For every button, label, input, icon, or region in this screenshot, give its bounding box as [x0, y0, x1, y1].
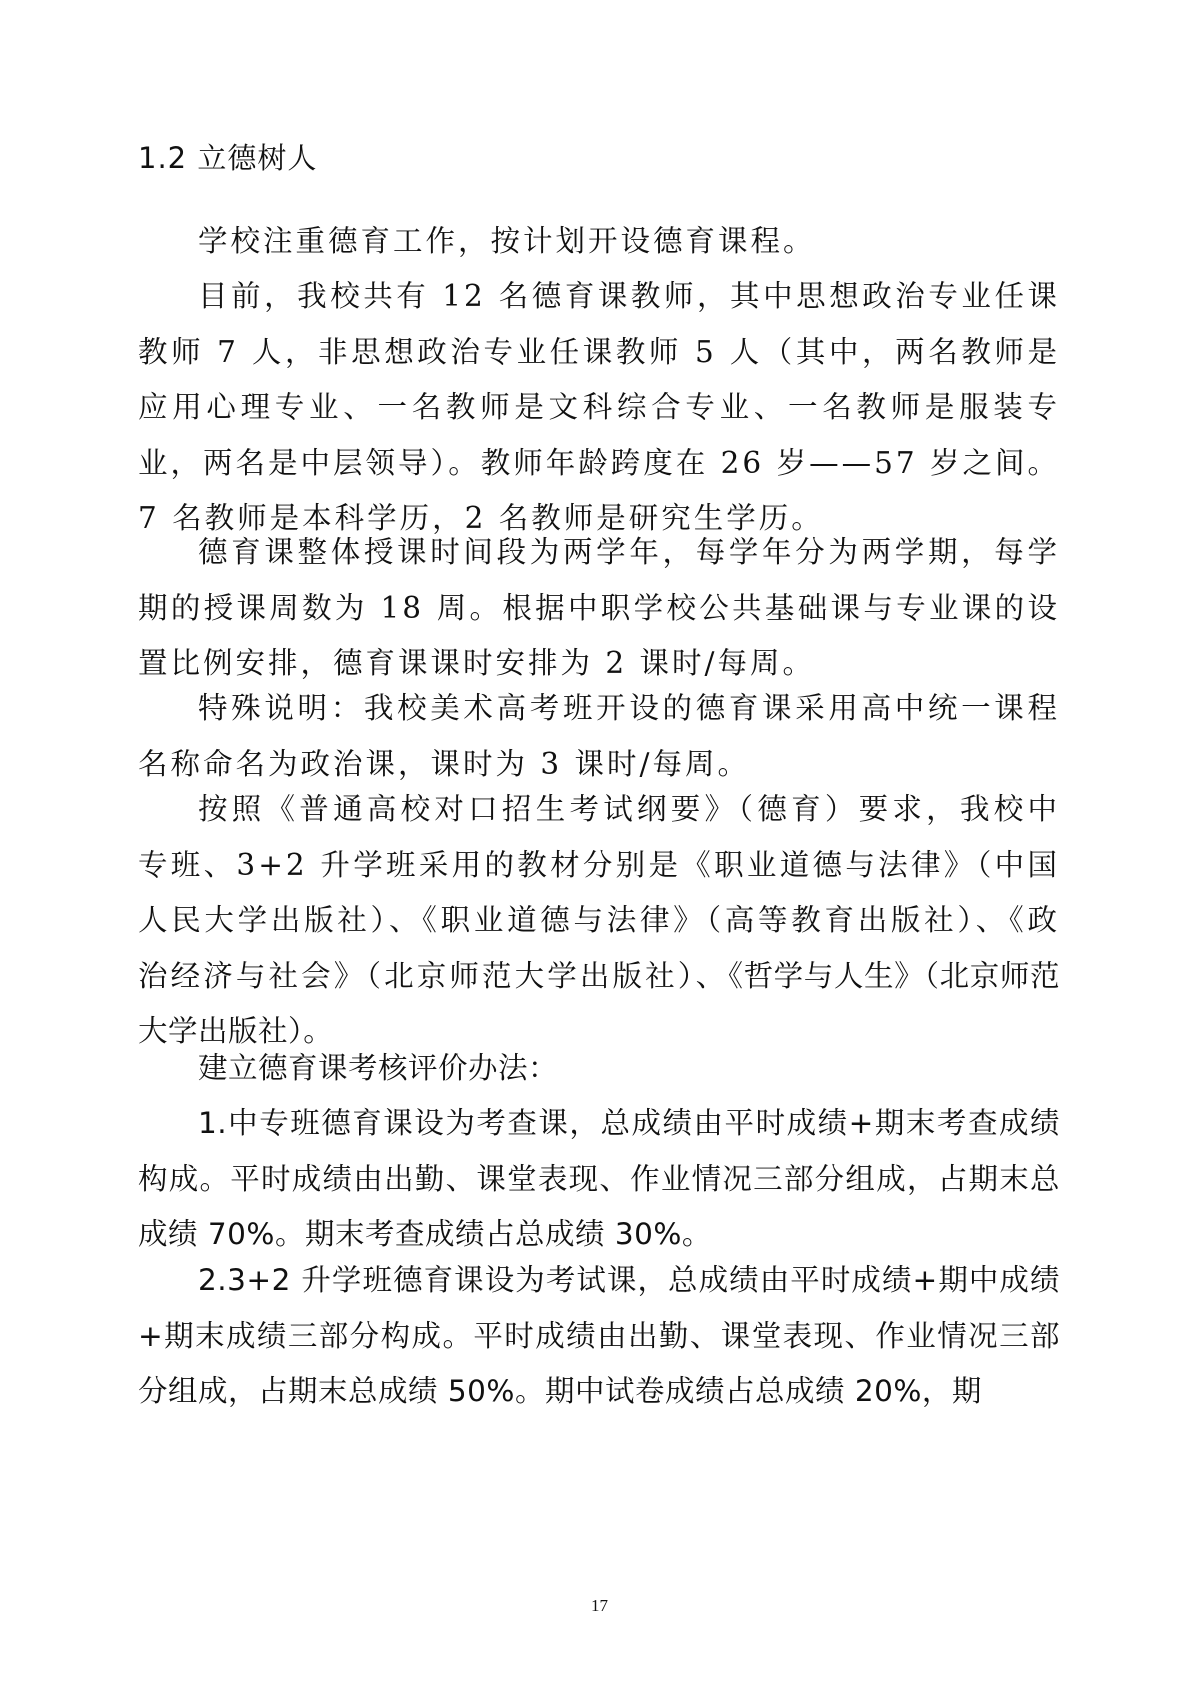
- page-number: 17: [591, 1596, 608, 1615]
- paragraph-schedule: 德育课整体授课时间段为两学年，每学年分为两学期，每学期的授课周数为 18 周。根据中职学校公共基础课与专业课的设置比例安排，德育课课时安排为 2 课时/每周。: [138, 535, 1060, 680]
- paragraph-teachers: 目前，我校共有 12 名德育课教师，其中思想政治专业任课教师 7 人，非思想政治专业任课教师 5 人（其中，两名教师是应用心理专业、一名教师是文科综合专业、一名教师是服装专业，两名是中层领导）。教师年龄跨度在 26 岁——57 岁之间。7 名教师是本科学历，2 名教师是研究生学历。: [138, 279, 1060, 535]
- assessment-title: 建立德育课考核评价办法：: [198, 1051, 559, 1085]
- paragraph-intro: 学校注重德育工作，按计划开设德育课程。: [198, 224, 816, 258]
- section-heading: 1.2 立德树人: [138, 141, 318, 175]
- paragraph-textbooks: [138, 782, 1060, 1060]
- textbooks-text-part1: 按照《普通高校对口招生考试纲要》（德育）要求，我校中专班、3+2 升学班采用的教材分别是《职业道德与法律》（中国人民大学出版社）、《职业道德与法律》（高等教育出版社）、《政治经济与社会》（北京师范大学出版社）、: [138, 792, 1060, 993]
- assessment-item-1: 1.中专班德育课设为考查课，总成绩由平时成绩+期末考查成绩构成。平时成绩由出勤、课堂表现、作业情况三部分组成，占期末总成绩 70%。期末考查成绩占总成绩 30%。: [138, 1106, 1060, 1251]
- assessment-item-2: 2.3+2 升学班德育课设为考试课，总成绩由平时成绩+期中成绩+期末成绩三部分构成。平时成绩由出勤、课堂表现、作业情况三部分组成，占期末总成绩 50%。期中试卷成绩占总成绩 20%，期: [138, 1263, 1060, 1408]
- paragraph-special-note: 特殊说明：我校美术高考班开设的德育课采用高中统一课程名称命名为政治课，课时为 3 课时/每周。: [138, 691, 1060, 781]
- textbooks-text-part2: 《哲学与人生》（北京师范大学出版社）。: [138, 958, 1060, 1048]
